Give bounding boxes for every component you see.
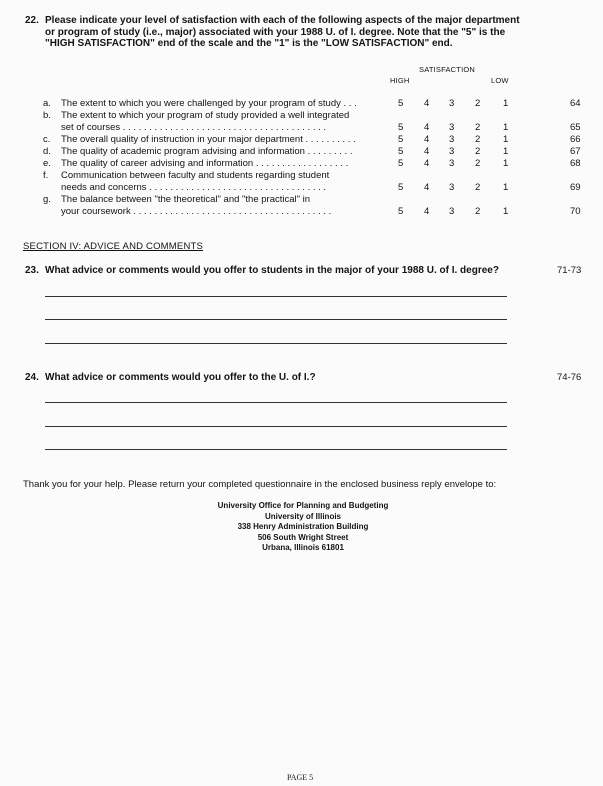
rating-3[interactable]: 3: [449, 182, 455, 193]
item-letter: e.: [43, 158, 51, 169]
item-code: 67: [570, 146, 581, 157]
address-line-university: University of Illinois: [264, 511, 341, 521]
q22-line-2: or program of study (i.e., major) associated with your 1988 U. of I. degree. Note that the "5" is the: [45, 26, 506, 38]
rating-3[interactable]: 3: [449, 146, 455, 157]
item-text: [61, 158, 348, 170]
scale-title: SATISFACTION: [419, 65, 476, 74]
item-text-line: The extent to which your program of study provided a well integrated: [61, 110, 350, 121]
item-letter: d.: [43, 146, 51, 157]
item-letter: f.: [43, 170, 49, 181]
item-text: [61, 194, 331, 217]
q24-answer-line-1[interactable]: [45, 402, 507, 403]
rating-4[interactable]: 4: [424, 146, 430, 157]
rating-3[interactable]: 3: [449, 122, 455, 133]
address-line-building: 338 Henry Administration Building: [237, 522, 369, 531]
rating-1[interactable]: 1: [503, 158, 509, 169]
rating-4[interactable]: 4: [424, 158, 430, 169]
rating-4[interactable]: 4: [424, 206, 430, 217]
rating-1[interactable]: 1: [503, 182, 509, 193]
scale-high-label: HIGH: [390, 76, 410, 85]
rating-1[interactable]: 1: [503, 122, 509, 133]
item-code: 66: [570, 134, 581, 145]
item-text-line: The quality of academic program advising and information . . . . . . . . .: [61, 146, 353, 157]
rating-4[interactable]: 4: [424, 122, 430, 133]
rating-3[interactable]: 3: [449, 158, 455, 169]
q22-line-1: Please indicate your level of satisfaction with each of the following aspects of the major department: [45, 15, 520, 26]
item-code: 69: [570, 182, 581, 193]
item-code: 68: [570, 158, 581, 169]
q22-number: 22.: [25, 15, 39, 26]
rating-5[interactable]: 5: [398, 122, 404, 133]
item-text-line: The overall quality of instruction in your major department . . . . . . . . . .: [61, 134, 356, 145]
q24-answer-line-2[interactable]: [45, 426, 507, 427]
item-code: 65: [570, 122, 581, 133]
q24-code: 74-76: [557, 372, 582, 383]
item-text-line: The quality of career advising and information . . . . . . . . . . . . . . . . . .: [61, 158, 349, 169]
rating-3[interactable]: 3: [449, 206, 455, 217]
item-text: [61, 98, 357, 110]
rating-4[interactable]: 4: [424, 98, 430, 109]
q23-answer-line-1[interactable]: [45, 296, 507, 297]
item-text-line: needs and concerns . . . . . . . . . . . . . . . . . . . . . . . . . . . . . . . . . .: [61, 181, 327, 193]
item-code: 64: [570, 98, 581, 109]
q23-answer-line-2[interactable]: [45, 319, 507, 320]
rating-4[interactable]: 4: [424, 134, 430, 145]
rating-2[interactable]: 2: [475, 122, 481, 133]
item-letter: g.: [43, 194, 51, 205]
item-text-line: set of courses . . . . . . . . . . . . . . . . . . . . . . . . . . . . . . . . . . . . . . .: [61, 121, 327, 133]
q22-instructions: [45, 15, 520, 50]
item-text: [61, 134, 356, 146]
rating-2[interactable]: 2: [475, 182, 481, 193]
item-text-line: your coursework . . . . . . . . . . . . . . . . . . . . . . . . . . . . . . . . . . . . . .: [61, 205, 332, 217]
q24-number: 24.: [25, 372, 39, 383]
rating-5[interactable]: 5: [398, 98, 404, 109]
q23-answer-line-3[interactable]: [45, 343, 507, 344]
rating-3[interactable]: 3: [449, 98, 455, 109]
q23-text: What advice or comments would you offer to students in the major of your 1988 U. of I. degree?: [45, 265, 499, 276]
rating-2[interactable]: 2: [475, 158, 481, 169]
rating-2[interactable]: 2: [475, 134, 481, 145]
address-line-office: University Office for Planning and Budgeting: [217, 501, 389, 510]
rating-1[interactable]: 1: [503, 98, 509, 109]
rating-5[interactable]: 5: [398, 158, 404, 169]
rating-2[interactable]: 2: [475, 206, 481, 217]
item-text: [61, 170, 329, 193]
address-line-city: Urbana, Illinois 61801: [262, 543, 344, 552]
q24-answer-line-3[interactable]: [45, 449, 507, 450]
q23-code: 71-73: [557, 265, 582, 276]
thank-you-text: Thank you for your help. Please return your completed questionnaire in the enclosed business reply envelope to:: [23, 479, 497, 490]
rating-2[interactable]: 2: [475, 146, 481, 157]
scale-low-label: LOW: [491, 76, 509, 85]
rating-5[interactable]: 5: [398, 206, 404, 217]
rating-5[interactable]: 5: [398, 182, 404, 193]
item-text-line: The balance between "the theoretical" and "the practical" in: [61, 194, 311, 205]
item-code: 70: [570, 206, 581, 217]
rating-3[interactable]: 3: [449, 134, 455, 145]
item-letter: c.: [43, 134, 51, 145]
q23-number: 23.: [25, 265, 39, 276]
rating-2[interactable]: 2: [475, 98, 481, 109]
rating-1[interactable]: 1: [503, 134, 509, 145]
address-line-street: 506 South Wright Street: [257, 532, 349, 542]
page-number: PAGE 5: [287, 773, 314, 782]
q24-text: What advice or comments would you offer to the U. of I.?: [45, 372, 316, 383]
item-text: [61, 110, 349, 133]
item-letter: b.: [43, 110, 51, 121]
rating-1[interactable]: 1: [503, 146, 509, 157]
item-text-line: The extent to which you were challenged by your program of study . . .: [61, 98, 357, 109]
item-text: [61, 146, 352, 158]
section-iv-title: SECTION IV: ADVICE AND COMMENTS: [23, 241, 204, 252]
rating-5[interactable]: 5: [398, 134, 404, 145]
rating-5[interactable]: 5: [398, 146, 404, 157]
item-letter: a.: [43, 98, 51, 109]
q22-line-3: "HIGH SATISFACTION" end of the scale and the "1" is the "LOW SATISFACTION" end.: [45, 38, 453, 49]
item-text-line: Communication between faculty and students regarding student: [61, 170, 330, 181]
rating-4[interactable]: 4: [424, 182, 430, 193]
rating-1[interactable]: 1: [503, 206, 509, 217]
return-address: [203, 501, 403, 554]
